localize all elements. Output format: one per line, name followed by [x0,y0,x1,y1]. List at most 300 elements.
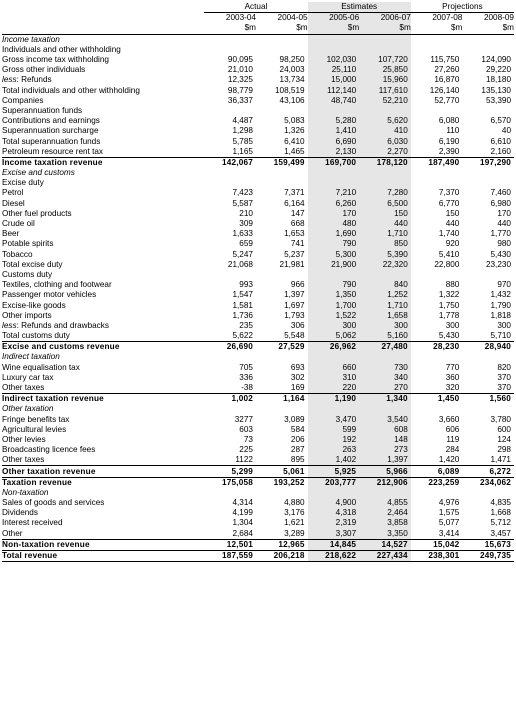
value-cell: 730 [359,363,411,373]
table-row [2,199,514,209]
value-cell [308,168,360,178]
value-cell: 27,480 [359,342,411,353]
value-cell: 1,432 [490,290,511,300]
value-cell: 5,410 [438,249,460,259]
value-cell: 170 [497,208,511,218]
value-cell: 3277 [234,414,253,424]
value-cell: 263 [308,445,360,455]
table-row [2,373,514,383]
value-cell [204,178,256,188]
value-cell: 6,690 [308,136,360,146]
unit-header: $m [462,23,514,34]
row-label: Superannuation funds [2,105,83,115]
value-cell: 115,750 [430,55,460,65]
table-row [2,363,514,373]
value-cell: 1,322 [438,290,460,300]
value-cell [256,45,308,55]
value-cell [462,168,514,178]
year-header: 2004-05 [277,13,308,23]
value-cell [308,270,360,280]
row-label: Excise and customs [2,168,75,178]
value-cell: 5,062 [308,331,360,342]
value-cell: 4,199 [232,508,253,518]
value-cell: 1,653 [284,229,305,239]
value-cell: 410 [359,126,411,136]
value-cell: 220 [308,383,360,394]
value-cell: 43,106 [279,95,305,105]
value-cell [359,404,411,414]
value-cell [204,270,256,280]
value-cell: 26,962 [308,342,360,353]
value-cell: 1,736 [232,310,253,320]
value-cell: 14,845 [308,539,360,550]
value-cell: 1,397 [359,455,411,466]
value-cell: 7,280 [359,188,411,198]
table-row [2,65,514,75]
value-cell: 3,307 [308,529,360,540]
value-cell [359,270,411,280]
value-cell: 52,770 [434,95,460,105]
row-label: Broadcasting licence fees [2,445,96,455]
value-cell: 1,575 [438,508,460,518]
row-label: Taxation revenue [2,477,204,488]
value-cell: 187,490 [411,157,463,168]
value-cell: 5,299 [204,466,256,477]
table-row [2,126,514,136]
value-cell: 660 [308,363,360,373]
table-row [2,529,514,540]
row-label: Excise-like goods [2,300,66,310]
value-cell: 6,190 [438,136,460,146]
value-cell: 150 [445,208,460,218]
group-projections: Projections [411,2,514,13]
table-row [2,75,514,85]
value-cell: 25,850 [359,65,411,75]
year-header: 2005-06 [308,13,360,24]
value-cell: 5,548 [284,331,305,341]
table-row [2,498,514,508]
value-cell [359,45,411,55]
table-row [2,488,514,498]
value-cell: 320 [445,383,460,393]
value-cell: 12,325 [227,75,253,85]
row-label: Total individuals and other withholding [2,85,140,95]
value-cell: 5,247 [232,249,253,259]
value-cell: 970 [497,280,511,290]
value-cell: 1,700 [308,300,360,310]
value-cell: 820 [497,362,511,372]
value-cell: 5,237 [284,249,305,259]
value-cell [411,168,463,178]
value-cell: 1,697 [284,300,305,310]
row-label: Total revenue [2,550,204,561]
value-cell: 840 [359,280,411,290]
value-cell [359,34,411,45]
value-cell: 36,337 [227,95,253,105]
value-cell: 4,976 [438,498,460,508]
value-cell [256,404,308,414]
value-cell: 300 [308,321,360,331]
table-row [2,280,514,290]
value-cell [256,178,308,188]
row-label: Non-taxation [2,487,49,497]
value-cell: 206,218 [256,550,308,561]
value-cell: 150 [359,209,411,219]
value-cell: 1,818 [490,310,511,320]
value-cell: 15,000 [308,75,360,85]
value-cell: 126,140 [429,85,460,95]
unit-header: $m [359,23,411,34]
value-cell: 584 [290,424,305,434]
value-cell: 790 [308,239,360,249]
value-cell [462,106,514,116]
value-cell: 234,062 [462,477,514,488]
value-cell: 5,712 [490,518,511,528]
value-cell [411,178,463,188]
value-cell: 4,318 [308,508,360,518]
value-cell: 300 [359,321,411,331]
value-cell: 3,089 [284,414,305,424]
value-cell: 22,320 [359,260,411,270]
row-label: Superannuation surcharge [2,126,99,136]
value-cell: 235 [239,320,253,330]
value-cell: 1,547 [232,290,253,300]
group-actual: Actual [204,2,307,13]
value-cell [462,352,514,362]
row-label [2,321,204,331]
value-cell: 340 [359,373,411,383]
table-row [2,300,514,310]
value-cell: 6,030 [359,136,411,146]
value-cell: 147 [290,208,305,218]
value-cell: 28,940 [462,342,514,353]
value-cell: 3,457 [490,528,511,538]
row-label: Excise duty [2,178,44,188]
value-cell: 5,622 [232,331,253,341]
row-label: Interest received [2,518,63,528]
value-cell: 40 [501,126,511,136]
value-cell: 1,340 [359,394,411,405]
value-cell [204,352,256,362]
value-cell: 1,633 [232,229,253,239]
table-row [2,404,514,414]
revenue-table-body [2,2,514,562]
table-row [2,508,514,518]
value-cell: 741 [290,239,305,249]
value-cell: 3,350 [359,529,411,540]
value-cell: 300 [445,320,460,330]
value-cell: 27,529 [256,342,308,353]
value-cell: 3,289 [284,528,305,538]
value-cell [411,45,463,55]
value-cell: 1,581 [232,300,253,310]
value-cell: 920 [445,239,460,249]
table-row [2,188,514,198]
value-cell: 5,430 [490,249,511,259]
value-cell [462,270,514,280]
value-cell: 5,390 [359,250,411,260]
value-cell: 5,785 [232,136,253,146]
value-cell: 178,120 [359,157,411,168]
table-row [2,55,514,65]
value-cell [308,45,360,55]
row-label: Textiles, clothing and footwear [2,280,112,290]
row-label: Individuals and other withholding [2,44,121,54]
table-row [2,394,514,405]
row-label-prefix: less [2,320,17,330]
table-row [2,260,514,270]
value-cell: 270 [359,383,411,394]
row-label: Excise and customs revenue [2,342,204,353]
value-cell [256,168,308,178]
value-cell [411,106,463,116]
value-cell: 223,259 [411,477,463,488]
value-cell: 1,471 [490,455,511,465]
value-cell: 21,010 [227,65,253,75]
row-label: Total excise duty [2,259,63,269]
table-row [2,209,514,219]
row-label: Diesel [2,198,25,208]
value-cell: 3,176 [284,508,305,518]
value-cell [308,352,360,362]
value-cell: 1,658 [359,311,411,321]
value-cell: 3,414 [438,528,460,538]
table-row [2,352,514,362]
value-cell: 15,673 [462,539,514,550]
value-cell: 306 [290,320,305,330]
table-row [2,136,514,146]
value-cell [308,488,360,498]
value-cell: 197,290 [462,157,514,168]
value-cell: 895 [290,455,305,465]
unit-header: $m [308,23,360,34]
table-row [2,270,514,280]
value-cell [204,45,256,55]
value-cell: 108,519 [274,85,305,95]
row-label-text: : Refunds [16,75,52,85]
value-cell [359,106,411,116]
row-label: Potable spirits [2,239,54,249]
value-cell: 966 [290,280,305,290]
value-cell: 107,720 [359,55,411,65]
value-cell: 993 [239,280,253,290]
value-cell [204,106,256,116]
value-cell: 668 [290,219,305,229]
row-label: Non-taxation revenue [2,539,204,550]
row-label: Other taxes [2,455,45,465]
value-cell: 980 [497,239,511,249]
value-cell: 4,855 [359,498,411,508]
row-label: Other fuel products [2,208,72,218]
table-row [2,435,514,445]
table-row [2,455,514,466]
value-cell: 73 [243,434,253,444]
value-cell: 148 [359,435,411,445]
value-cell: 2,319 [308,518,360,528]
value-cell: 5,710 [490,331,511,341]
value-cell: 119 [446,434,460,444]
row-label: Petroleum resource rent tax [2,146,104,156]
value-cell: 4,835 [490,498,511,508]
value-cell [308,178,360,188]
row-label: Other levies [2,434,46,444]
value-cell: 1,350 [308,290,360,300]
table-row [2,34,514,45]
row-label: Other imports [2,310,52,320]
value-cell: 6,260 [308,199,360,209]
table-row [2,290,514,300]
value-cell [411,270,463,280]
value-cell: 1,621 [284,518,305,528]
value-cell: 300 [497,320,511,330]
value-cell: 5,160 [359,331,411,342]
value-cell: 4,314 [232,498,253,508]
value-cell: 169,700 [308,157,360,168]
value-cell: 6,770 [438,198,460,208]
value-cell: 210 [239,208,253,218]
value-cell: 206 [290,434,305,444]
value-cell: 5,620 [359,116,411,126]
value-cell [256,106,308,116]
value-cell [462,404,514,414]
value-cell: 4,880 [284,498,305,508]
table-row [2,383,514,394]
value-cell: 159,499 [256,157,308,168]
value-cell: 440 [359,219,411,229]
value-cell: 659 [239,239,253,249]
header-year-row [2,13,514,24]
value-cell: 227,434 [359,550,411,561]
value-cell: 102,030 [308,55,360,65]
value-cell: 480 [308,219,360,229]
value-cell: 175,058 [204,477,256,488]
value-cell: 298 [497,445,511,455]
value-cell [256,488,308,498]
unit-header: $m [204,23,256,34]
value-cell: 2,160 [490,146,511,156]
table-row [2,86,514,96]
table-row [2,415,514,425]
value-cell [462,45,514,55]
value-cell: 15,960 [359,75,411,85]
value-cell: 27,260 [434,65,460,75]
year-header: 2007-08 [432,13,463,23]
value-cell: 6,980 [490,198,511,208]
value-cell: 6,610 [490,136,511,146]
value-cell [256,352,308,362]
row-label: Total superannuation funds [2,136,101,146]
value-cell: 124 [497,434,511,444]
value-cell: 1,397 [284,290,305,300]
value-cell: 2,390 [438,146,460,156]
value-cell: 26,690 [204,342,256,353]
value-cell [204,34,256,45]
revenue-table [2,2,514,562]
value-cell: 1,710 [359,229,411,239]
row-label: Tobacco [2,249,33,259]
value-cell: 5,925 [308,466,360,477]
value-cell [204,168,256,178]
value-cell: 603 [239,424,253,434]
value-cell: 1,420 [438,455,460,465]
table-row [2,518,514,528]
value-cell: 98,779 [227,85,253,95]
row-label: Indirect taxation [2,352,60,362]
value-cell: 6,500 [359,199,411,209]
row-label: Total customs duty [2,331,70,341]
value-cell: 22,800 [434,259,460,269]
value-cell: 7,460 [490,188,511,198]
value-cell: 1,793 [284,310,305,320]
value-cell: 1,668 [490,508,511,518]
row-label: Companies [2,95,44,105]
table-row [2,311,514,321]
value-cell [411,352,463,362]
value-cell: 90,095 [227,55,253,65]
value-cell [462,34,514,45]
value-cell: 7,210 [308,188,360,198]
value-cell: 7,423 [232,188,253,198]
value-cell: 218,622 [308,550,360,561]
value-cell: 29,220 [485,65,511,75]
value-cell [462,488,514,498]
value-cell: 1,002 [204,394,256,405]
table-row [2,45,514,55]
value-cell: 14,527 [359,539,411,550]
value-cell: 850 [359,239,411,249]
unit-header: $m [411,23,463,34]
value-cell: 12,965 [256,539,308,550]
value-cell: 705 [239,362,253,372]
row-label: Gross other individuals [2,65,86,75]
value-cell: 599 [308,425,360,435]
value-cell: 600 [497,424,511,434]
value-cell: 15,042 [411,539,463,550]
value-cell: 193,252 [256,477,308,488]
value-cell [308,404,360,414]
value-cell: 170 [308,209,360,219]
value-cell: 1,710 [359,300,411,310]
value-cell: 1,164 [256,394,308,405]
value-cell: 1,165 [232,146,253,156]
value-cell [256,270,308,280]
row-label: Luxury car tax [2,372,54,382]
value-cell: 3,660 [438,414,460,424]
unit-header: $m [256,23,308,34]
value-cell: 3,470 [308,415,360,425]
row-label: Agricultural levies [2,424,67,434]
table-row [2,342,514,353]
row-label: Indirect taxation revenue [2,394,204,405]
row-label: Customs duty [2,269,53,279]
value-cell: 225 [239,445,253,455]
value-cell [462,178,514,188]
value-cell [359,352,411,362]
table-row [2,239,514,249]
value-cell: 117,610 [359,86,411,96]
row-label: Sales of goods and services [2,498,105,508]
value-cell: 1,304 [232,518,253,528]
table-row [2,168,514,178]
table-row [2,157,514,168]
row-label [2,75,204,85]
row-label: Crude oil [2,219,35,229]
value-cell: 6,410 [284,136,305,146]
value-cell: 23,230 [485,259,511,269]
value-cell: 360 [445,372,460,382]
row-label: Beer [2,229,20,239]
value-cell: 7,371 [284,188,305,198]
